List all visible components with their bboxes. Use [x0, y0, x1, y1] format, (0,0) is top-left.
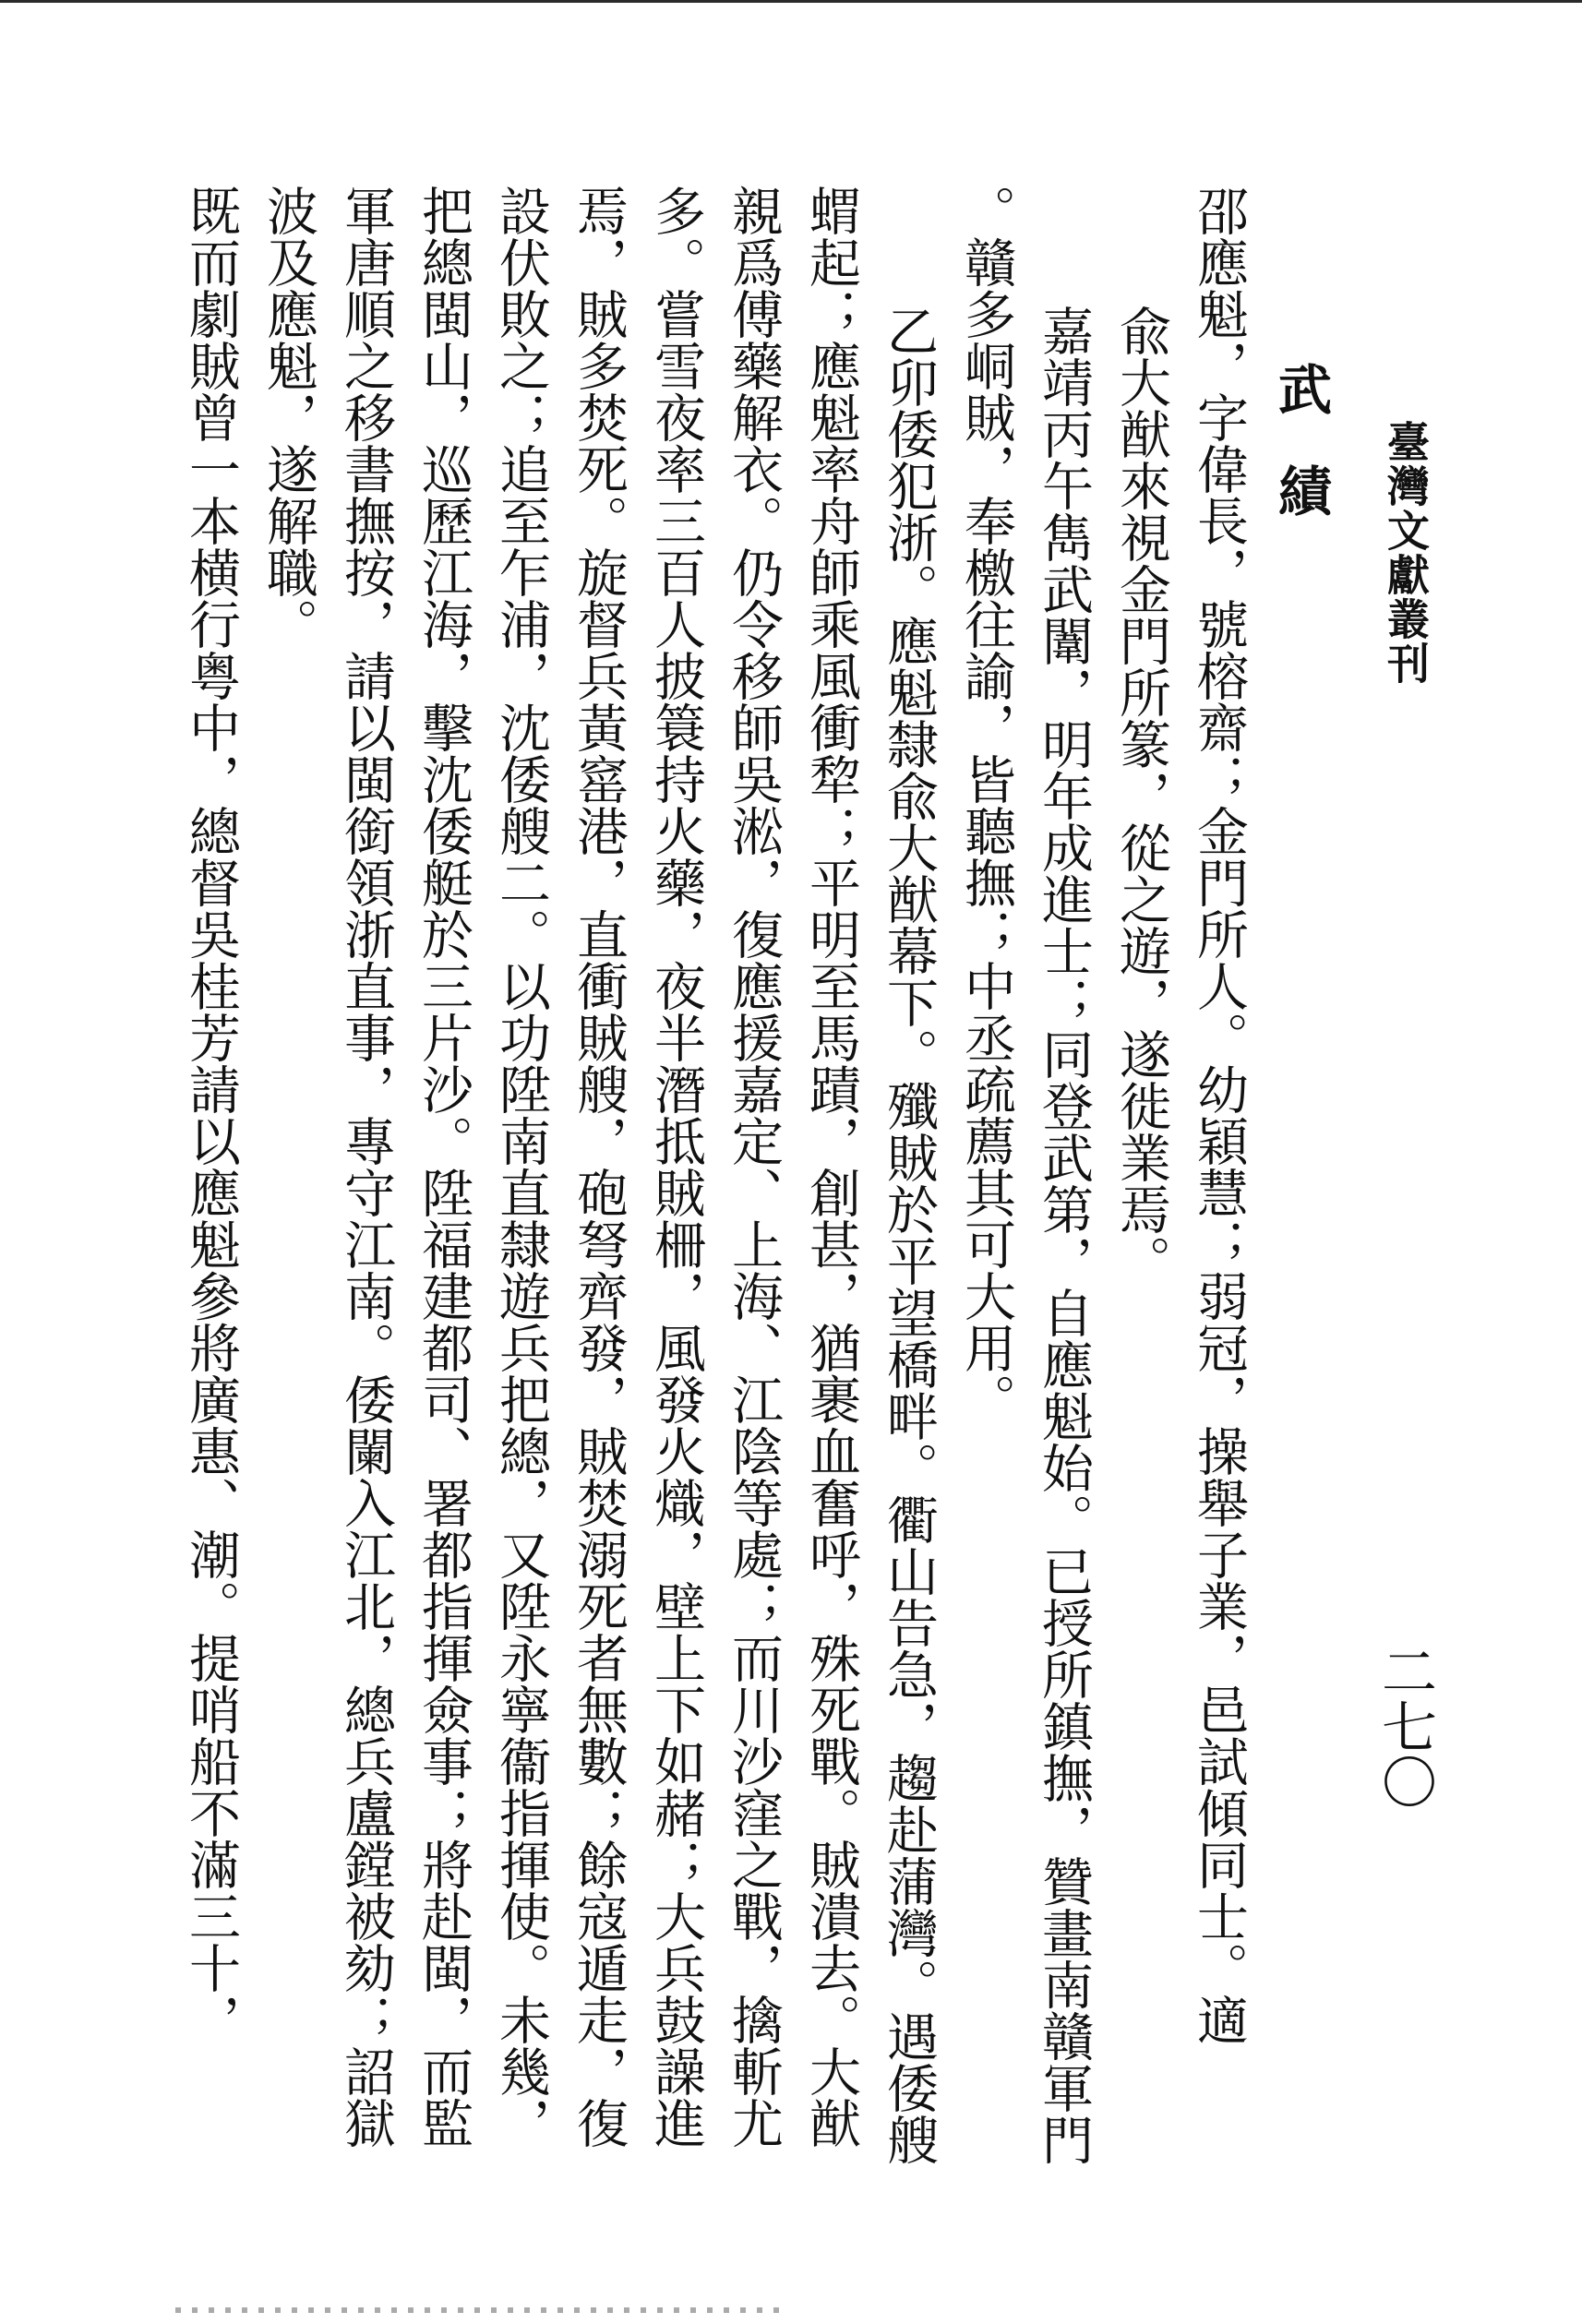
text-line: 。贛多峒賊，奉檄往諭，皆聽撫；中丞疏薦其可大用。 — [956, 185, 1016, 1425]
text-line: 既而劇賊曾一本横行粤中，總督吳桂芳請以應魁參將廣惠、潮。提哨船不滿三十， — [181, 185, 241, 2045]
text-line: 乙卯倭犯浙。應魁隸兪大猷幕下。殲賊於平望橋畔。衢山告急，趨赴蒲灣。遇倭艘 — [879, 305, 939, 2165]
body-text-block — [181, 185, 1257, 2169]
text-line: 邵應魁，字偉長，號榕齋；金門所人。幼穎慧；弱冠，操舉子業，邑試傾同士。適 — [1189, 185, 1249, 2045]
text-line: 嘉靖丙午雋武闈，明年成進士；同登武第，自應魁始。已授所鎮撫，贊畫南贛軍門 — [1034, 305, 1094, 2165]
text-line: 設伏敗之；追至乍浦，沈倭艘二。以功陞南直隸遊兵把總，又陞永寧衞指揮使。未幾， — [491, 185, 551, 2149]
page-number: 二七〇 — [1372, 1643, 1437, 1809]
text-line: 兪大猷來視金門所篆，從之遊，遂徙業焉。 — [1111, 305, 1171, 1287]
series-title: 臺灣文獻叢刊 — [1381, 420, 1431, 686]
text-line: 蝟起；應魁率舟師乘風衝犂；平明至馬蹟，創甚，猶裹血奮呼，殊死戰。賊潰去。大猷 — [801, 185, 861, 2149]
text-line: 波及應魁，遂解職。 — [258, 185, 318, 650]
page-top-border — [0, 0, 1582, 3]
section-heading: 武績 — [1269, 362, 1332, 565]
text-line: 把總閩山，巡歷江海，擊沈倭艇於三片沙。陞福建都司、署都指揮僉事；將赴閩，而監 — [413, 185, 473, 2149]
text-line: 焉，賊多焚死。旋督兵黃窰港，直衝賊艘，砲弩齊發，賊焚溺死者無數；餘寇遁走，復 — [569, 185, 629, 2149]
scan-artifact — [175, 2307, 785, 2313]
text-line: 軍唐順之移書撫按，請以閩銜領浙直事，專守江南。倭闌入江北，總兵盧鏜被劾；詔獄 — [336, 185, 396, 2149]
text-line: 多。嘗雪夜率三百人披簑持火藥，夜半潛抵賊柵，風發火熾，壁上下如赭；大兵鼓譟進 — [646, 185, 706, 2149]
text-line: 親爲傅藥解衣。仍令移師吳淞，復應援嘉定、上海、江陰等處；而川沙窪之戰，擒斬尤 — [724, 185, 784, 2149]
